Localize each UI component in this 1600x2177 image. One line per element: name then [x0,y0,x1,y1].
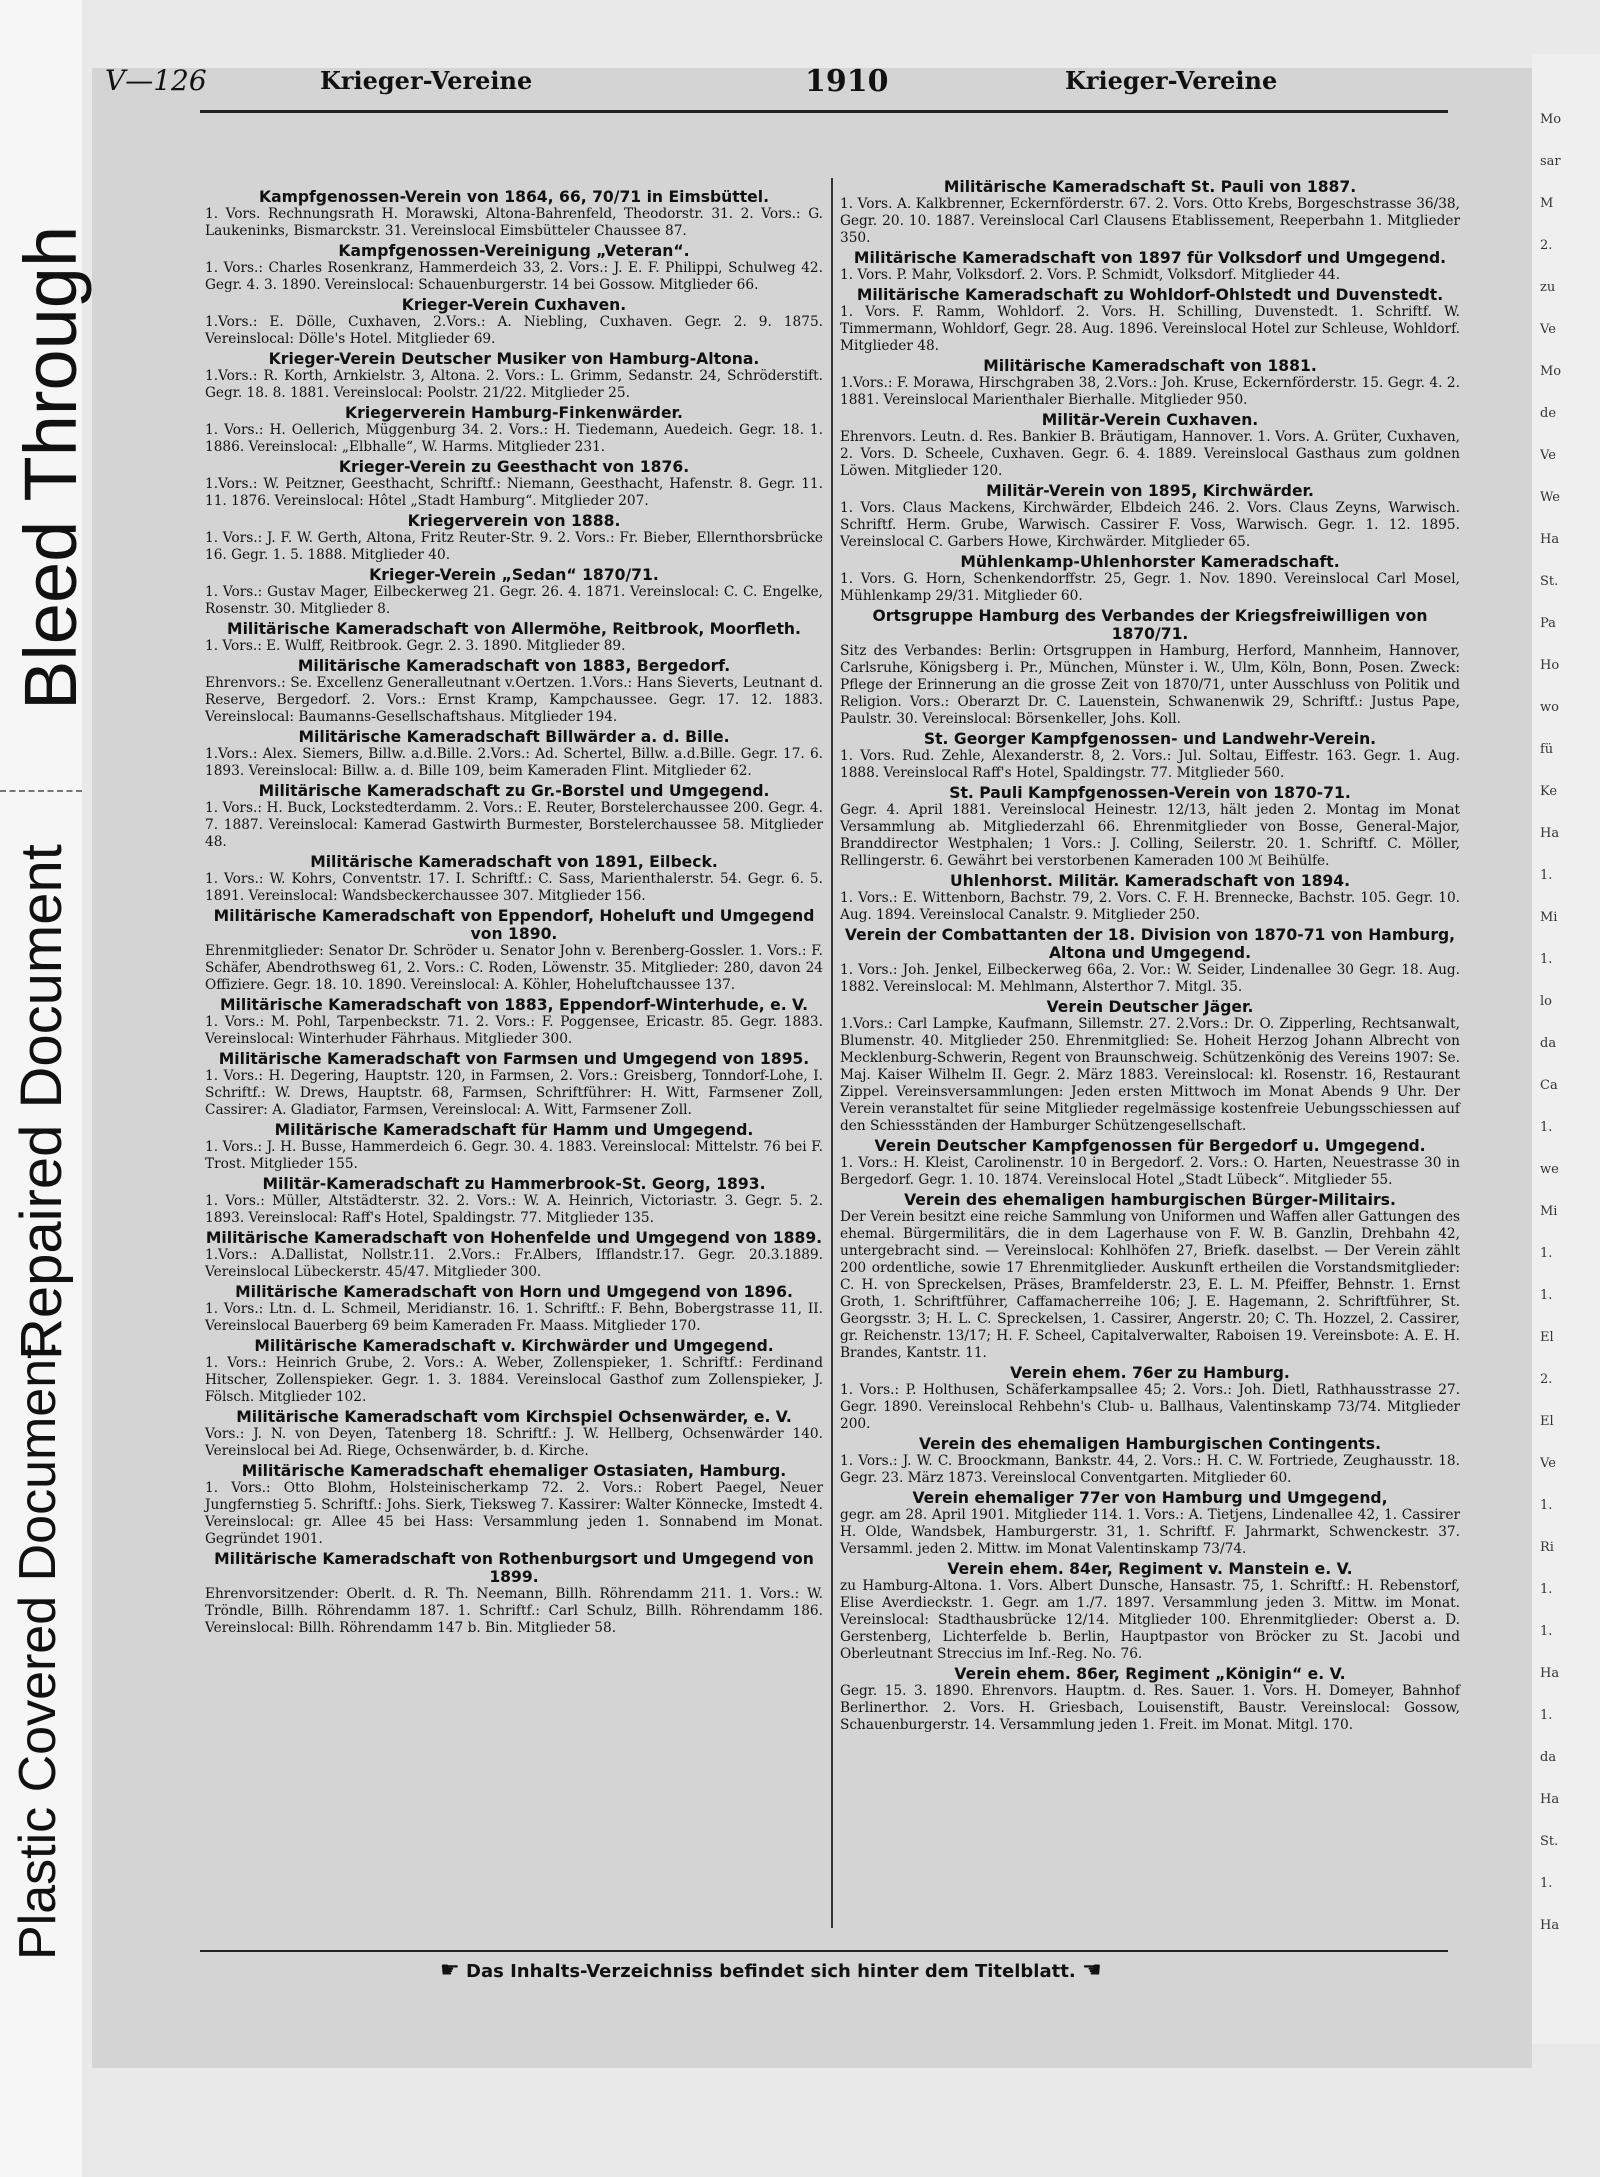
society-details: 1. Vors. Rechnungsrath H. Morawski, Altona-Bahrenfeld, Theodorstr. 31. 2. Vors.: G. Laukeninks, Bismarckstr. 31. Vereinslocal Eimsbütteler Chaussee 87. [205,206,823,239]
society-title: Militärische Kameradschaft St. Pauli von 1887. [943,178,1357,196]
facing-page-fragment: 1. [1540,1708,1553,1723]
society-details: 1. Vors. Rud. Zehle, Alexanderstr. 8, 2. Vors.: Jul. Soltau, Eiffestr. 163. Gegr. 1. Aug. 1888. Vereinslocal Raff's Hotel, Spaldingstr. 77. Mitglieder 560. [840,748,1460,781]
society-details: 1. Vors.: Gustav Mager, Eilbeckerweg 21. Gegr. 26. 4. 1871. Vereinslocal: C. C. Engelke, Rosenstr. 30. Mitglieder 8. [205,584,823,617]
society-title: Militärische Kameradschaft ehemaliger Ostasiaten, Hamburg. [241,1462,787,1480]
society-title: St. Georger Kampfgenossen- und Landwehr-Verein. [923,730,1377,748]
society-entry [840,178,1460,247]
facing-page-fragment: St. [1540,1834,1559,1849]
facing-page-fragment: Mo [1540,364,1562,379]
pointing-hand-left-icon: ☚ [1081,1958,1102,1983]
society-entry [205,242,823,294]
scan-annotation-sidebar [0,0,92,2177]
society-title: Verein ehem. 86er, Regiment „Königin“ e. V. [954,1665,1346,1683]
right-column [840,178,1460,1736]
society-details: Gegr. 4. April 1881. Vereinslocal Heinestr. 12/13, hält jeden 2. Montag im Monat Versammlung ab. Mitgliederzahl 66. Ehrenmitglieder von Bosse, General-Major, Branddirector Westphalen; 1 Vors.: J. Colling, Seilerstr. 20. 1. Schriftf. C. Möller, Rellingerstr. 6. Gewährt bei verstorbenen Kameraden 100 ℳ Beihülfe. [840,802,1460,869]
society-details: 1. Vors.: J. F. W. Gerth, Altona, Fritz Reuter-Str. 9. 2. Vors.: Fr. Bieber, Ellernthorsbrücke 16. Gegr. 1. 5. 1888. Mitglieder 40. [205,530,823,563]
society-details: Ehrenvors.: Se. Excellenz Generalleutnant v.Oertzen. 1.Vors.: Hans Sieverts, Leutnant d. Reserve, Bergedorf. 2. Vors.: Ernst Kramp, Kampchaussee. Gegr. 17. 12. 1883. Vereinslocal: Baumanns-Gesellschaftshaus. Mitglieder 194. [205,675,823,725]
page-number: V—126 [105,64,207,97]
facing-page-fragment: El [1540,1330,1554,1345]
society-details: 1. Vors.: M. Pohl, Tarpenbeckstr. 71. 2. Vors.: F. Poggensee, Ericastr. 85. Gegr. 1883. Vereinslocal: Winterhuder Fährhaus. Mitglieder 300. [205,1014,823,1047]
facing-page-fragment: wo [1540,700,1559,715]
facing-page-fragment: M [1540,196,1554,211]
society-title: Verein ehemaliger 77er von Hamburg und Umgegend, [912,1489,1388,1507]
facing-page-fragment: Ve [1540,1456,1556,1471]
society-entry [840,249,1460,284]
society-entry [840,872,1460,924]
society-details: 1.Vors.: Alex. Siemers, Billw. a.d.Bille. 2.Vors.: Ad. Schertel, Billw. a.d.Bille. Gegr. 17. 6. 1893. Vereinslocal: Billw. a. d. Bille 109, beim Kameraden Flint. Mitglieder 62. [205,746,823,779]
facing-page-fragment: 1. [1540,1498,1553,1513]
facing-page-edge [1532,54,1600,2044]
society-title: Verein ehem. 76er zu Hamburg. [1010,1364,1290,1382]
society-entry [205,512,823,564]
facing-page-fragment: Mo [1540,112,1562,127]
society-entry [205,1337,823,1406]
society-details: 1. Vors.: E. Wittenborn, Bachstr. 79, 2. Vors. C. F. H. Brennecke, Bachstr. 105. Gegr. 10. Aug. 1894. Vereinslocal Canalstr. 9. Mitglieder 250. [840,890,1460,923]
society-details: zu Hamburg-Altona. 1. Vors. Albert Dunsche, Hansastr. 75, 1. Schriftf.: H. Rebenstorf, Elise Averdieckstr. 1. Gegr. am 1./7. 1897. Versammlung jeden 3. Mittw. im Monat. Vereinslocal: Stadthausbrücke 12/14. Mitglieder 100. Ehrenmitglieder: Oberst a. D. Gerstenberg, Lichterfelde b. Berlin, Hauptpastor von Bröcker zu St. Jacobi und Oberleutnant Streccius im Inf.-Reg. No. 76. [840,1578,1460,1662]
society-title: Militärische Kameradschaft vom Kirchspiel Ochsenwärder, e. V. [236,1408,792,1426]
facing-page-fragment: de [1540,406,1557,421]
facing-page-fragment: We [1540,490,1560,505]
society-entry [205,1550,823,1637]
society-details: 1. Vors.: W. Kohrs, Conventstr. 17. I. Schriftf.: C. Sass, Marienthalerstr. 54. Gegr. 6. 5. 1891. Vereinslocal: Wandsbeckerchaussee 307. Mitglieder 156. [205,871,823,904]
society-details: Der Verein besitzt eine reiche Sammlung von Uniformen und Waffen aller Gattungen des ehemal. Bürgermilitärs, die in dem Lagerhause von F. W. B. Ganzlin, Drehbahn 42, untergebracht sind. — Vereinslocal: Kohlhöfen 27, Briefk. daselbst. — Der Verein zählt 200 ordentliche, sowie 17 Ehrenmitglieder. Auskunft ertheilen die Vorstandsmitglieder: C. H. von Spreckelsen, Präses, Bramfelderstr. 23, E. L. M. Pfeiffer, Behnstr. 1. Ernst Groth, 1. Schriftführer, Caffamacherreihe 106; J. E. Hagemann, 2. Schriftführer, St. Georgsstr. 3; H. L. C. Spreckelsen, 1. Cassirer, Angerstr. 20; C. Th. Hozzel, 2. Cassirer, gr. Reichenstr. 13/17; H. F. Scheel, Capitalverwalter, Raboisen 19. Vereinsbote: A. E. H. Brandes, Kantstr. 11. [840,1209,1460,1361]
repaired-document-label: Repaired Document [9,844,74,1360]
society-details: 1. Vors.: H. Buck, Lockstedterdamm. 2. Vors.: E. Reuter, Borstelerchaussee 200. Gegr. 4. 7. 1887. Vereinslocal: Kamerad Gastwirth Burmester, Borstelerchaussee 58. Mitglieder 48. [205,800,823,850]
facing-page-fragment: 2. [1540,1372,1553,1387]
facing-page-fragment: we [1540,1162,1559,1177]
facing-page-fragment: zu [1540,280,1556,295]
society-entry [840,730,1460,782]
footer-rule [200,1950,1448,1952]
society-details: Ehrenvors. Leutn. d. Res. Bankier B. Bräutigam, Hannover. 1. Vors. A. Grüter, Cuxhaven, 2. Vors. D. Scheele, Cuxhaven. Gegr. 6. 4. 1889. Vereinslocal Gasthaus zum goldnen Löwen. Mitglieder 120. [840,429,1460,479]
society-entry [840,553,1460,605]
society-title: Militär-Verein Cuxhaven. [1041,411,1259,429]
facing-page-fragment: Ve [1540,322,1556,337]
society-details: Ehrenmitglieder: Senator Dr. Schröder u. Senator John v. Berenberg-Gossler. 1. Vors.: F. Schäfer, Abendrothsweg 61, 2. Vors.: C. Roden, Löwenstr. 35. Mitglieder: 280, davon 24 Offiziere. Gegr. 18. 10. 1890. Vereinslocal: A. Köhler, Hoheluftchaussee 137. [205,943,823,993]
facing-page-fragment: Ri [1540,1540,1554,1555]
society-details: 1. Vors.: H. Kleist, Carolinenstr. 10 in Bergedorf. 2. Vors.: O. Harten, Neuestrasse 30 in Bergedorf. Gegr. 1. 10. 1874. Vereinslocal Hotel „Stadt Lübeck“. Mitglieder 55. [840,1155,1460,1188]
plastic-covered-label: Plastic Covered Document [9,1344,67,1960]
society-entry [840,784,1460,870]
society-entry [205,1283,823,1335]
society-entry [205,296,823,348]
society-details: 1. Vors. P. Mahr, Volksdorf. 2. Vors. P. Schmidt, Volksdorf. Mitglieder 44. [840,267,1341,283]
society-details: 1. Vors.: Otto Blohm, Holsteinischerkamp 72. 2. Vors.: Robert Paegel, Neuer Jungfernstieg 5. Schriftf.: Johs. Sierk, Tieksweg 7. Kassirer: Walter Könnecke, Imstedt 4. Vereinslocal: gr. Allee 45 bei Hass: Versammlung jeden 1. Sonnabend im Monat. Gegründet 1901. [205,1480,823,1547]
facing-page-fragment: Ve [1540,448,1556,463]
header-right-title: Krieger-Vereine [1065,66,1278,95]
society-details: 1. Vors. A. Kalkbrenner, Eckernförderstr. 67. 2. Vors. Otto Krebs, Borgeschstrasse 36/38, Gegr. 20. 10. 1887. Vereinslocal Carl Clausens Etablissement, Reeperbahn 1. Mitglieder 350. [840,196,1460,246]
society-title: Ortsgruppe Hamburg des Verbandes der Kriegsfreiwilligen von 1870/71. [872,607,1428,643]
society-entry [840,1489,1460,1558]
society-entry [840,1560,1460,1663]
society-title: Krieger-Verein Deutscher Musiker von Hamburg-Altona. [268,350,760,368]
society-entry [840,1435,1460,1487]
society-entry [205,907,823,994]
facing-page-fragment: Ha [1540,1666,1560,1681]
society-title: Verein ehem. 84er, Regiment v. Manstein e. V. [947,1560,1353,1578]
society-title: Militärische Kameradschaft zu Gr.-Borstel und Umgegend. [258,782,770,800]
society-details: Gegr. 15. 3. 1890. Ehrenvors. Hauptm. d. Res. Sauer. 1. Vors. H. Domeyer, Bahnhof Berlinerthor. 2. Vors. H. Griesbach, Louisenstift, Baustr. Vereinslocal: Gossow, Schauenburgerstr. 14. Versammlung jeden 1. Freit. im Monat. Mitgl. 170. [840,1683,1460,1733]
header-rule [200,110,1448,113]
facing-page-fragment: Mi [1540,910,1558,925]
society-entry [840,926,1460,996]
society-details: 1. Vors.: Müller, Altstädterstr. 32. 2. Vors.: W. A. Heinrich, Victoriastr. 3. Gegr. 5. 2. 1893. Vereinslocal: Raff's Hotel, Spaldingstr. 77. Mitglieder 135. [205,1193,823,1226]
society-entry [205,620,823,655]
facing-page-fragment: da [1540,1036,1557,1051]
society-title: Militärische Kameradschaft von Eppendorf, Hoheluft und Umgegend von 1890. [213,907,815,943]
society-entry [840,482,1460,551]
facing-page-fragment: fü [1540,742,1554,757]
society-title: Verein Deutscher Kampfgenossen für Bergedorf u. Umgegend. [874,1137,1426,1155]
society-details: 1.Vors.: Carl Lampke, Kaufmann, Sillemstr. 27. 2.Vors.: Dr. O. Zipperling, Rechtsanwalt, Blumenstr. 40. Mitglieder 250. Ehrenmitglied: Se. Hoheit Herzog Johann Albrecht von Mecklenburg-Schwerin, Regent von Braunschweig. Schützenkönig des Vereins 1907: Se. Maj. Kaiser Wilhelm II. Gegr. 2. März 1883. Vereinslocal: kl. Rosenstr. 16, Restaurant Zippel. Vereinsversammlungen: Jeden ersten Mittwoch im Monat Abends 9 Uhr. Der Verein veranstaltet für seine Mitglieder regelmässige kostenfreie Uebungsschiessen auf den Schiessständen der Hamburger Schützengesellschaft. [840,1016,1460,1134]
sidebar-divider [0,790,82,792]
society-details: 1. Vors.: H. Degering, Hauptstr. 120, in Farmsen, 2. Vors.: Greisberg, Tonndorf-Lohe, I. Schriftf.: W. Drews, Hauptstr. 68, Farmsen, Schriftführer: H. Witt, Farmsener Zoll, Cassirer: A. Gladiator, Farmsen, Vereinslocal: A. Witt, Farmsener Zoll. [205,1068,823,1118]
facing-page-fragment: Ho [1540,658,1560,673]
society-details: 1.Vors.: R. Korth, Arnkielstr. 3, Altona. 2. Vors.: L. Grimm, Sedanstr. 24, Schröderstift. Gegr. 18. 8. 1881. Vereinslocal: Poolstr. 21/22. Mitglieder 25. [205,368,823,401]
society-title: Kriegerverein von 1888. [407,512,621,530]
society-title: Verein des ehemaligen Hamburgischen Contingents. [918,1435,1382,1453]
society-entry [205,1408,823,1460]
facing-page-fragment: Pa [1540,616,1556,631]
society-details: 1. Vors.: H. Oellerich, Müggenburg 34. 2. Vors.: H. Tiedemann, Auedeich. Gegr. 18. 1. 1886. Vereinslocal: „Elbhalle“, W. Harms. Mitglieder 231. [205,422,823,455]
society-title: Militär-Verein von 1895, Kirchwärder. [986,482,1314,500]
society-details: Ehrenvorsitzender: Oberlt. d. R. Th. Neemann, Billh. Röhrendamm 211. 1. Vors.: W. Tröndle, Billh. Röhrendamm 187. 1. Schriftf.: Carl Schulz, Billh. Röhrendamm 186. Vereinslocal: Billh. Röhrendamm 147 b. Bin. Mitglieder 58. [205,1586,823,1636]
society-title: Militärische Kameradschaft von 1891, Eilbeck. [310,853,718,871]
facing-page-fragment: 1. [1540,868,1553,883]
society-title: Militärische Kameradschaft von Horn und Umgegend von 1896. [235,1283,793,1301]
society-title: Militärische Kameradschaft für Hamm und Umgegend. [274,1121,754,1139]
pointing-hand-right-icon: ☛ [440,1958,460,1983]
society-entry [840,1665,1460,1734]
society-details: 1. Vors.: J. W. C. Broockmann, Bankstr. 44, 2. Vors.: H. C. W. Fortriede, Zeughausstr. 18. Gegr. 23. März 1873. Vereinslocal Conventgarten. Mitglieder 60. [840,1453,1460,1486]
society-details: 1. Vors.: P. Holthusen, Schäferkampsallee 45; 2. Vors.: Joh. Dietl, Rathhausstrasse 27. Gegr. 1890. Vereinslocal Rehbehn's Club- u. Ballhaus, Valentinskamp 73/74. Mitglieder 200. [840,1382,1460,1432]
society-details: 1. Vors. Claus Mackens, Kirchwärder, Elbdeich 246. 2. Vors. Claus Zeyns, Warwisch. Schriftf. Herm. Grube, Warwisch. Cassirer F. Voss, Warwisch. Gegr. 1. 12. 1895. Vereinslocal C. Garbers Howe, Kirchwärder. Mitglieder 65. [840,500,1460,550]
facing-page-fragment: Ca [1540,1078,1558,1093]
society-title: Militärische Kameradschaft von Allermöhe, Reitbrook, Moorfleth. [227,620,801,638]
society-details: 1.Vors.: E. Dölle, Cuxhaven, 2.Vors.: A. Niebling, Cuxhaven. Gegr. 2. 9. 1875. Vereinslocal: Dölle's Hotel. Mitglieder 69. [205,314,823,347]
footer-note [440,1958,1102,1983]
society-entry [205,404,823,456]
facing-page-fragment: Ha [1540,826,1560,841]
society-details: 1. Vors.: Joh. Jenkel, Eilbeckerweg 66a, 2. Vor.: W. Seider, Lindenallee 30 Gegr. 18. Aug. 1882. Vereinslocal: M. Mehlmann, Alsterthor 7. Mitgl. 35. [840,962,1460,995]
page-header [105,64,1405,108]
footer-text: Das Inhalts-Verzeichniss befindet sich hinter dem Titelblatt. [466,1961,1076,1982]
society-title: St. Pauli Kampfgenossen-Verein von 1870-71. [949,784,1351,802]
society-details: 1. Vors.: J. H. Busse, Hammerdeich 6. Gegr. 30. 4. 1883. Vereinslocal: Mittelstr. 76 bei F. Trost. Mitglieder 155. [205,1139,823,1172]
facing-page-fragment: 2. [1540,238,1553,253]
facing-page-fragment: 1. [1540,1246,1553,1261]
society-title: Militärische Kameradschaft v. Kirchwärder und Umgegend. [254,1337,774,1355]
society-entry [205,657,823,726]
society-title: Militärische Kameradschaft von Rothenburgsort und Umgegend von 1899. [214,1550,814,1586]
society-details: 1. Vors.: Charles Rosenkranz, Hammerdeich 33, 2. Vors.: J. E. F. Philippi, Schulweg 42. Gegr. 4. 3. 1890. Vereinslocal: Schauenburgerstr. 14 bei Gossow. Mitglieder 66. [205,260,823,293]
facing-page-fragment: Mi [1540,1204,1558,1219]
society-entry [205,996,823,1048]
society-title: Militärische Kameradschaft von Hohenfelde und Umgegend von 1889. [205,1229,823,1247]
left-column [205,188,823,1639]
facing-page-fragment: 1. [1540,1876,1553,1891]
society-entry [205,853,823,905]
society-details: 1. Vors. F. Ramm, Wohldorf. 2. Vors. H. Schilling, Duvenstedt. 1. Schriftf. W. Timmermann, Wohldorf, Gegr. 28. Aug. 1896. Vereinslocal Hotel zur Schleuse, Wohldorf. Mitglieder 48. [840,304,1460,354]
society-title: Kriegerverein Hamburg-Finkenwärder. [345,404,683,422]
society-title: Militärische Kameradschaft von 1881. [983,357,1317,375]
society-title: Verein des ehemaligen hamburgischen Bürger-Militairs. [904,1191,1396,1209]
society-entry [205,1462,823,1548]
society-details: 1. Vors.: Ltn. d. L. Schmeil, Meridianstr. 16. 1. Schriftf.: F. Behn, Bobergstrasse 11, II. Vereinslocal Bauerberg 69 beim Kameraden Fr. Maass. Mitglieder 170. [205,1301,823,1334]
column-separator [831,178,833,1928]
society-title: Krieger-Verein „Sedan“ 1870/71. [369,566,659,584]
society-entry [205,1229,823,1281]
facing-page-fragment: 1. [1540,1582,1553,1597]
society-details: 1. Vors.: E. Wulff, Reitbrook. Gegr. 2. 3. 1890. Mitglieder 89. [205,638,626,654]
society-entry [840,1191,1460,1362]
society-title: Krieger-Verein Cuxhaven. [401,296,627,314]
society-title: Militärische Kameradschaft von Farmsen und Umgegend von 1895. [218,1050,810,1068]
facing-page-fragment: St. [1540,574,1559,589]
bleed-through-label: Bleed Through [9,225,92,710]
society-title: Kampfgenossen-Verein von 1864, 66, 70/71 in Eimsbüttel. [258,188,770,206]
facing-page-fragment: sar [1540,154,1561,169]
society-details: Vors.: J. N. von Deyen, Tatenberg 18. Schriftf.: J. W. Hellberg, Ochsenwärder 140. Vereinslocal bei Ad. Riege, Ochsenwärder, b. d. Kirche. [205,1426,823,1459]
society-title: Verein Deutscher Jäger. [1046,998,1254,1016]
society-entry [205,782,823,851]
facing-page-fragment: Ha [1540,532,1560,547]
society-title: Kampfgenossen-Vereinigung „Veteran“. [338,242,690,260]
society-details: gegr. am 28. April 1901. Mitglieder 114. 1. Vors.: A. Tietjens, Lindenallee 42, 1. Cassirer H. Olde, Wandsbek, Hamburgerstr. 31, 1. Schriftf. F. Jahrmarkt, Schwenckestr. 37. Versamml. jeden 2. Mittw. im Monat Valentinskamp 73/74. [840,1507,1460,1557]
society-entry [840,357,1460,409]
society-details: Sitz des Verbandes: Berlin: Ortsgruppen in Hamburg, Herford, Mannheim, Hannover, Carlsruhe, Königsberg i. Pr., München, Münster i. W., Ulm, Köln, Bonn, Posen. Zweck: Pflege der Erinnerung an die grosse Zeit von 1870/71, unter Ausschluss von Politik und Religion. Vors.: Oberarzt Dr. C. Lauenstein, Schwanenwik 29, Schriftf.: Justus Pape, Paulstr. 30. Vereinslocal: Börsenkeller, Johs. Koll. [840,643,1460,727]
facing-page-fragment: 1. [1540,1288,1553,1303]
facing-page-fragment: 1. [1540,1624,1553,1639]
society-entry [205,728,823,780]
society-entry [205,458,823,510]
facing-page-fragment: 1. [1540,952,1553,967]
society-title: Krieger-Verein zu Geesthacht von 1876. [338,458,690,476]
society-entry [840,1364,1460,1433]
society-entry [840,998,1460,1135]
society-title: Uhlenhorst. Militär. Kameradschaft von 1894. [949,872,1351,890]
society-title: Verein der Combattanten der 18. Division von 1870-71 von Hamburg, Altona und Umgegend. [844,926,1456,962]
society-entry [205,188,823,240]
facing-page-fragment: Ke [1540,784,1558,799]
facing-page-fragment: El [1540,1414,1554,1429]
society-title: Militärische Kameradschaft von 1883, Bergedorf. [297,657,731,675]
society-entry [205,1121,823,1173]
society-details: 1. Vors.: Heinrich Grube, 2. Vors.: A. Weber, Zollenspieker, 1. Schriftf.: Ferdinand Hitscher, Zollenspieker. Gegr. 1. 3. 1884. Vereinslocal Gasthof zum Zollenspieker, J. Fölsch. Mitglieder 102. [205,1355,823,1405]
society-entry [840,286,1460,355]
society-entry [205,1175,823,1227]
society-entry [840,607,1460,728]
facing-page-fragment: da [1540,1750,1557,1765]
header-year: 1910 [805,64,889,99]
facing-page-fragment: lo [1540,994,1552,1009]
society-entry [840,1137,1460,1189]
society-details: 1.Vors.: W. Peitzner, Geesthacht, Schriftf.: Niemann, Geesthacht, Hafenstr. 8. Gegr. 11. 11. 1876. Vereinslocal: Hôtel „Stadt Hamburg“. Mitglieder 207. [205,476,823,509]
society-title: Militärische Kameradschaft von 1897 für Volksdorf und Umgegend. [853,249,1447,267]
society-title: Militär-Kameradschaft zu Hammerbrook-St. Georg, 1893. [262,1175,766,1193]
society-title: Militärische Kameradschaft zu Wohldorf-Ohlstedt und Duvenstedt. [856,286,1444,304]
facing-page-fragment: Ha [1540,1792,1560,1807]
society-details: 1.Vors.: A.Dallistat, Nollstr.11. 2.Vors.: Fr.Albers, Ifflandstr.17. Gegr. 20.3.1889. Vereinslocal Lübeckerstr. 45/47. Mitglieder 300. [205,1247,823,1280]
society-entry [205,566,823,618]
society-title: Militärische Kameradschaft von 1883, Eppendorf-Winterhude, e. V. [219,996,809,1014]
society-entry [205,350,823,402]
facing-page-fragment: Ha [1540,1918,1560,1933]
facing-page-fragment: 1. [1540,1120,1553,1135]
society-title: Mühlenkamp-Uhlenhorster Kameradschaft. [960,553,1340,571]
society-details: 1.Vors.: F. Morawa, Hirschgraben 38, 2.Vors.: Joh. Kruse, Eckernförderstr. 15. Gegr. 4. 2. 1881. Vereinslocal Marienthaler Bierhalle. Mitglieder 950. [840,375,1460,408]
society-entry [840,411,1460,480]
society-title: Militärische Kameradschaft Billwärder a. d. Bille. [298,728,730,746]
society-details: 1. Vors. G. Horn, Schenkendorffstr. 25, Gegr. 1. Nov. 1890. Vereinslocal Carl Mosel, Mühlenkamp 29/31. Mitglieder 60. [840,571,1460,604]
society-entry [205,1050,823,1119]
header-left-title: Krieger-Vereine [320,66,533,95]
